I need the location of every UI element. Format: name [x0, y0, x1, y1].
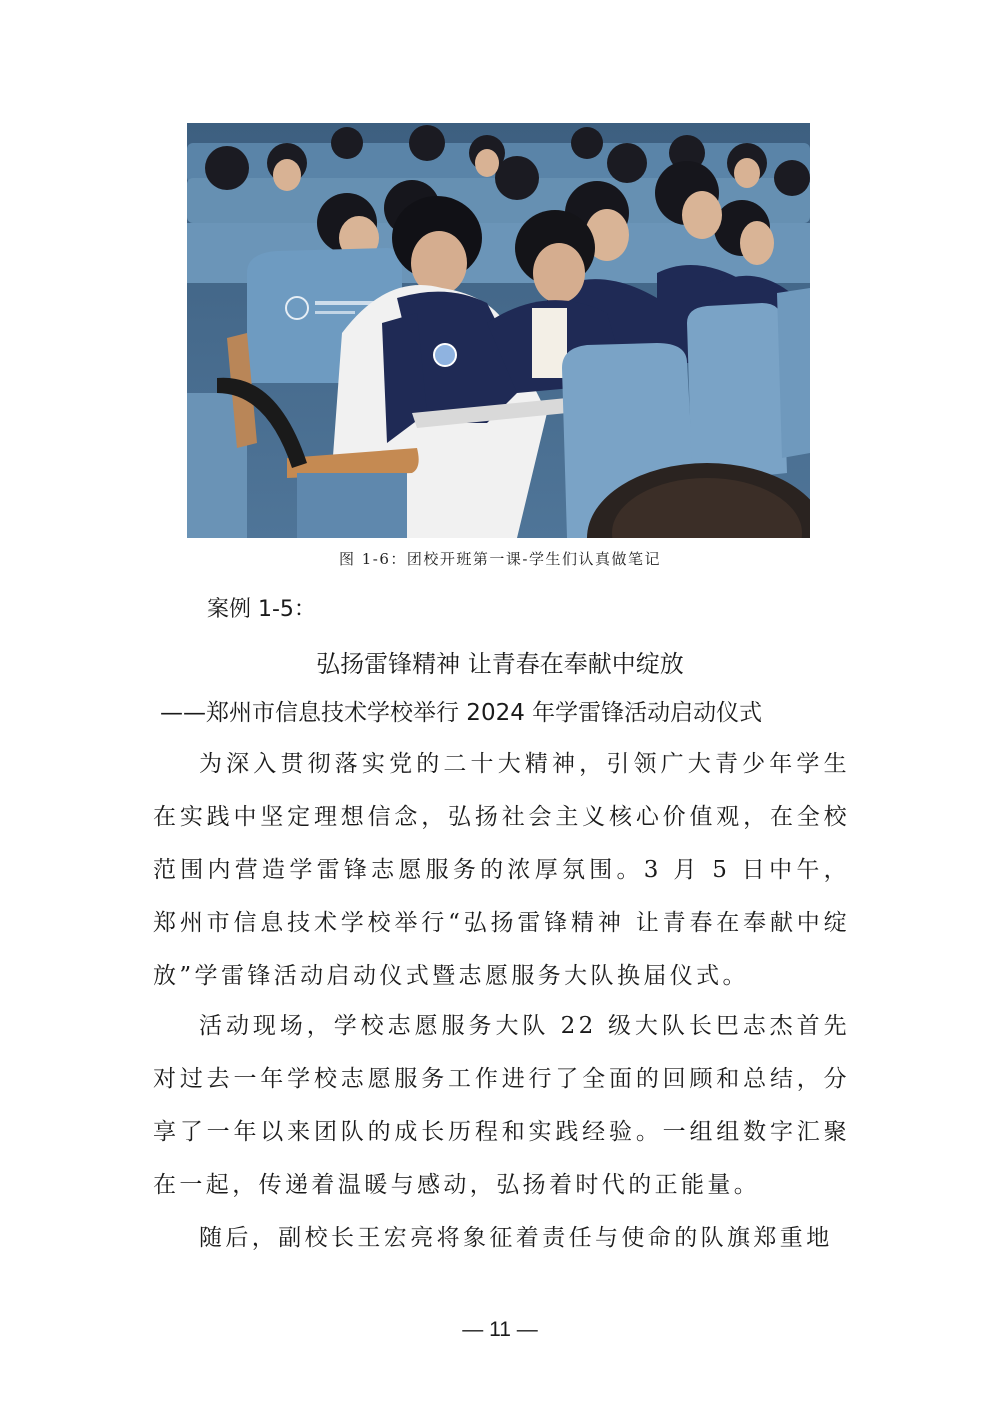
paragraph-3-container [153, 1212, 850, 1265]
paragraph: 为深入贯彻落实党的二十大精神，引领广大青少年学生在实践中坚定理想信念，弘扬社会主义核心价值观，在全校范围内营造学雷锋志愿服务的浓厚氛围。3 月 5 日中午，郑州市信息技术学校举行“弘扬雷锋精神 让青春在奉献中绽放”学雷锋活动启动仪式暨志愿服务大队换届仪式。 [153, 751, 850, 989]
page-number: — 11 — [462, 1318, 538, 1341]
paragraph-2-container [153, 1000, 850, 1212]
case-label: 案例 1-5： [207, 597, 316, 622]
students-photo-illustration [187, 123, 810, 538]
case-title: 弘扬雷锋精神 让青春在奉献中绽放 [316, 650, 684, 678]
paragraph: 随后，副校长王宏亮将象征着责任与使命的队旗郑重地 [199, 1225, 833, 1251]
case-subtitle: ——郑州市信息技术学校举行 2024 年学雷锋活动启动仪式 [160, 700, 763, 726]
paragraph-1-container [153, 738, 850, 1003]
figure-caption: 图 1-6：团校开班第一课-学生们认真做笔记 [339, 550, 661, 568]
paragraph: 活动现场，学校志愿服务大队 22 级大队长巴志杰首先对过去一年学校志愿服务工作进行了全面的回顾和总结，分享了一年以来团队的成长历程和实践经验。一组组数字汇聚在一起，传递着温暖与感动，弘扬着时代的正能量。 [153, 1013, 850, 1198]
figure-photo [187, 123, 810, 538]
